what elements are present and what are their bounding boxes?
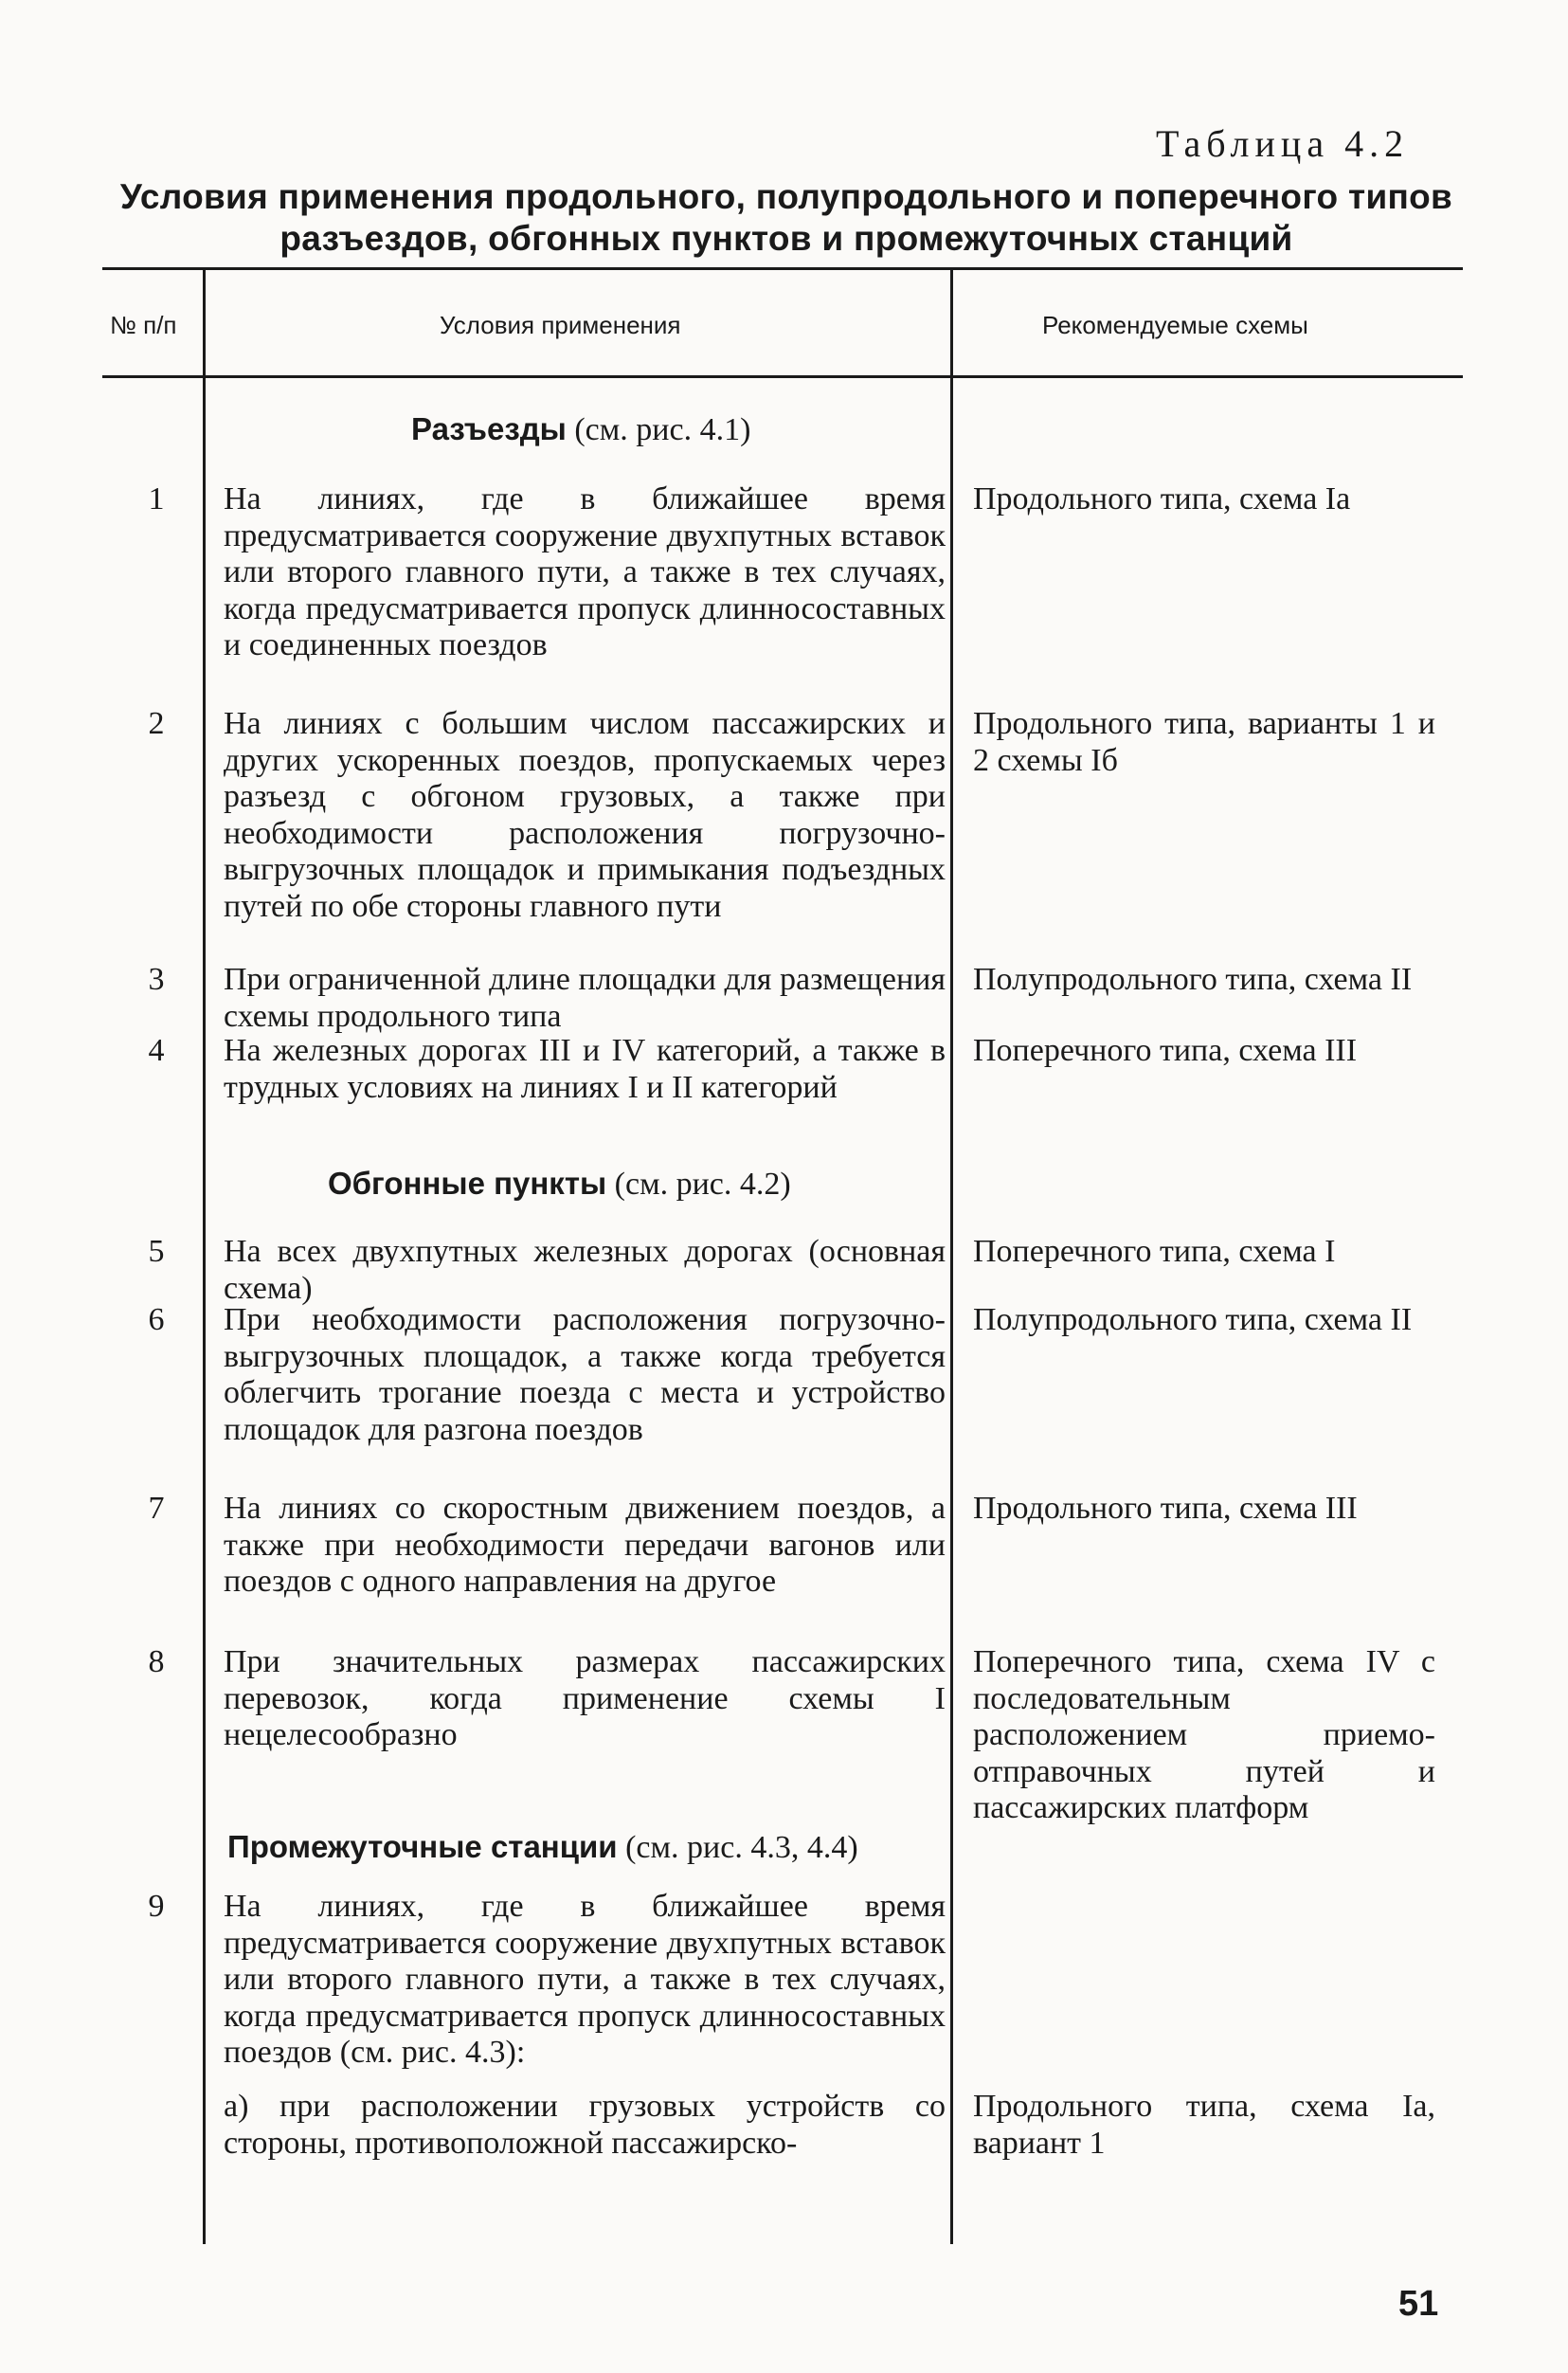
row-scheme: Продольного типа, схема Ia	[973, 481, 1351, 516]
header-schemes: Рекомендуемые схемы	[1042, 311, 1308, 339]
column-divider-2	[950, 267, 953, 2244]
table-label: Таблица 4.2	[1156, 122, 1410, 165]
row-number: 9	[148, 1889, 165, 1924]
section-stantsii-ref: (см. рис. 4.3, 4.4)	[617, 1830, 858, 1865]
row-number: 7	[148, 1491, 165, 1526]
row-scheme: Продольного типа, схема Ia, вариант 1	[973, 2089, 1435, 2161]
row-condition: На линиях, где в ближайшее время предусматривается сооружение двухпутных вставок или второго главного пути, а также в тех случаях, когда предусматривается пропуск длинносоставных поездов (см. рис. 4.3):	[224, 1889, 946, 2070]
section-obgonnye-ref: (см. рис. 4.2)	[606, 1167, 791, 1202]
row-number: 2	[148, 706, 165, 741]
section-obgonnye	[328, 1166, 791, 1203]
row-number: 1	[148, 481, 165, 516]
table-title-line-2: разъездов, обгонных пунктов и промежуточных станций	[279, 219, 1293, 258]
top-rule	[102, 267, 1463, 270]
table-title	[95, 176, 1478, 260]
row-condition: На линиях с большим числом пассажирских и других ускоренных поездов, пропускаемых через разъезд с обгоном грузовых, а также при необходимости расположения погрузочно-выгрузочных площадок и примыкания подъездных путей по обе стороны главного пути	[224, 706, 946, 924]
row-condition: На железных дорогах III и IV категорий, а также в трудных условиях на линиях I и II категорий	[224, 1033, 946, 1105]
header-conditions: Условия применения	[440, 311, 681, 339]
row-number: 3	[148, 962, 165, 997]
row-number: 8	[148, 1644, 165, 1679]
row-scheme: Поперечного типа, схема III	[973, 1033, 1358, 1068]
row-scheme: Поперечного типа, схема I	[973, 1234, 1336, 1269]
row-condition: На всех двухпутных железных дорогах (основная схема)	[224, 1234, 946, 1306]
row-condition: При необходимости расположения погрузочно-выгрузочных площадок, а также когда требуется облегчить трогание поезда с места и устройство площадок для разгона поездов	[224, 1302, 946, 1447]
section-razezdy-ref: (см. рис. 4.1)	[566, 412, 751, 447]
header-rule	[102, 375, 1463, 378]
section-razezdy-bold: Разъезды	[411, 411, 567, 446]
row-condition: При значительных размерах пассажирских перевозок, когда применение схемы I нецелесообразно	[224, 1644, 946, 1752]
page-number: 51	[1398, 2284, 1439, 2324]
table-title-line-1: Условия применения продольного, полупродольного и поперечного типов	[119, 177, 1453, 216]
row-number: 5	[148, 1234, 165, 1269]
column-divider-1	[203, 267, 206, 2244]
section-stantsii	[227, 1829, 858, 1866]
row-condition: На линиях со скоростным движением поездов, а также при необходимости передачи вагонов или поездов с одного направления на другое	[224, 1491, 946, 1599]
row-scheme: Полупродольного типа, схема II	[973, 962, 1413, 997]
row-scheme: Продольного типа, варианты 1 и 2 схемы Iб	[973, 706, 1435, 778]
row-condition: При ограниченной длине площадки для размещения схемы продольного типа	[224, 962, 946, 1034]
row-number: 6	[148, 1302, 165, 1337]
row-number: 4	[148, 1033, 165, 1068]
row-scheme: Продольного типа, схема III	[973, 1491, 1358, 1526]
row-scheme: Полупродольного типа, схема II	[973, 1302, 1413, 1337]
row-condition: а) при расположении грузовых устройств со стороны, противоположной пассажирско-	[224, 2089, 946, 2161]
row-condition: На линиях, где в ближайшее время предусматривается сооружение двухпутных вставок или второго главного пути, а также в тех случаях, когда предусматривается пропуск длинносоставных и соединенных поездов	[224, 481, 946, 662]
row-scheme: Поперечного типа, схема IV с последовательным расположением приемо-отправочных путей и пассажирских платформ	[973, 1644, 1435, 1825]
header-num: № п/п	[110, 311, 177, 339]
section-stantsii-bold: Промежуточные станции	[227, 1829, 618, 1864]
section-obgonnye-bold: Обгонные пункты	[328, 1166, 607, 1201]
section-razezdy	[411, 411, 750, 448]
